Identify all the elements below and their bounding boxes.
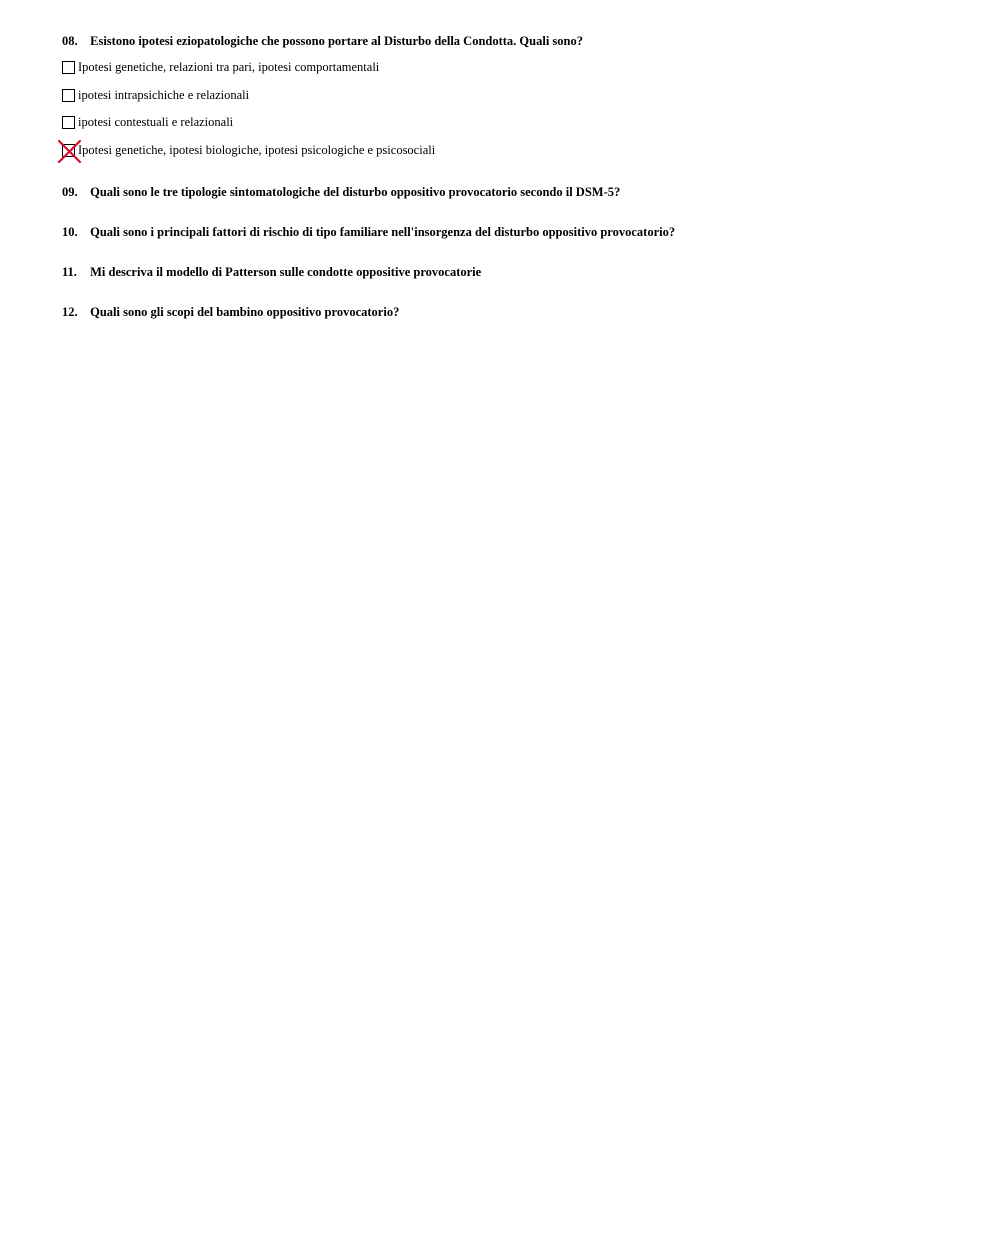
answer-option-4-selected[interactable] — [62, 141, 435, 159]
answer-option-1[interactable] — [62, 58, 379, 76]
question-12 — [62, 304, 399, 320]
answer-option-label: Ipotesi genetiche, ipotesi biologiche, ipotesi psicologiche e psicosociali — [78, 143, 436, 157]
red-x-mark-icon — [58, 140, 81, 163]
question-text: Quali sono i principali fattori di rischio di tipo familiare nell'insorgenza del disturbo oppositivo provocatorio? — [90, 225, 676, 239]
empty-checkbox-icon[interactable] — [62, 89, 75, 102]
x-checkbox-icon[interactable] — [62, 144, 75, 157]
empty-checkbox-icon[interactable] — [62, 116, 75, 129]
question-08 — [62, 33, 583, 49]
answer-option-3[interactable] — [62, 113, 233, 131]
question-text: Esistono ipotesi eziopatologiche che possono portare al Disturbo della Condotta. Quali sono? — [90, 34, 583, 48]
question-number: 09. — [62, 185, 78, 199]
question-09 — [62, 184, 620, 200]
question-text: Mi descriva il modello di Patterson sulle condotte oppositive provocatorie — [90, 265, 482, 279]
question-number: 08. — [62, 34, 78, 48]
question-text: Quali sono gli scopi del bambino oppositivo provocatorio? — [90, 305, 400, 319]
question-10 — [62, 224, 675, 240]
answer-option-label: ipotesi contestuali e relazionali — [78, 115, 234, 129]
answer-option-label: Ipotesi genetiche, relazioni tra pari, ipotesi comportamentali — [78, 60, 380, 74]
question-text: Quali sono le tre tipologie sintomatologiche del disturbo oppositivo provocatorio secondo il DSM-5? — [90, 185, 621, 199]
question-11 — [62, 264, 481, 280]
answer-option-2[interactable] — [62, 86, 249, 104]
empty-checkbox-icon[interactable] — [62, 61, 75, 74]
question-number: 10. — [62, 225, 78, 239]
question-number: 12. — [62, 305, 78, 319]
answer-option-label: ipotesi intrapsichiche e relazionali — [78, 88, 250, 102]
question-number: 11. — [62, 265, 77, 279]
